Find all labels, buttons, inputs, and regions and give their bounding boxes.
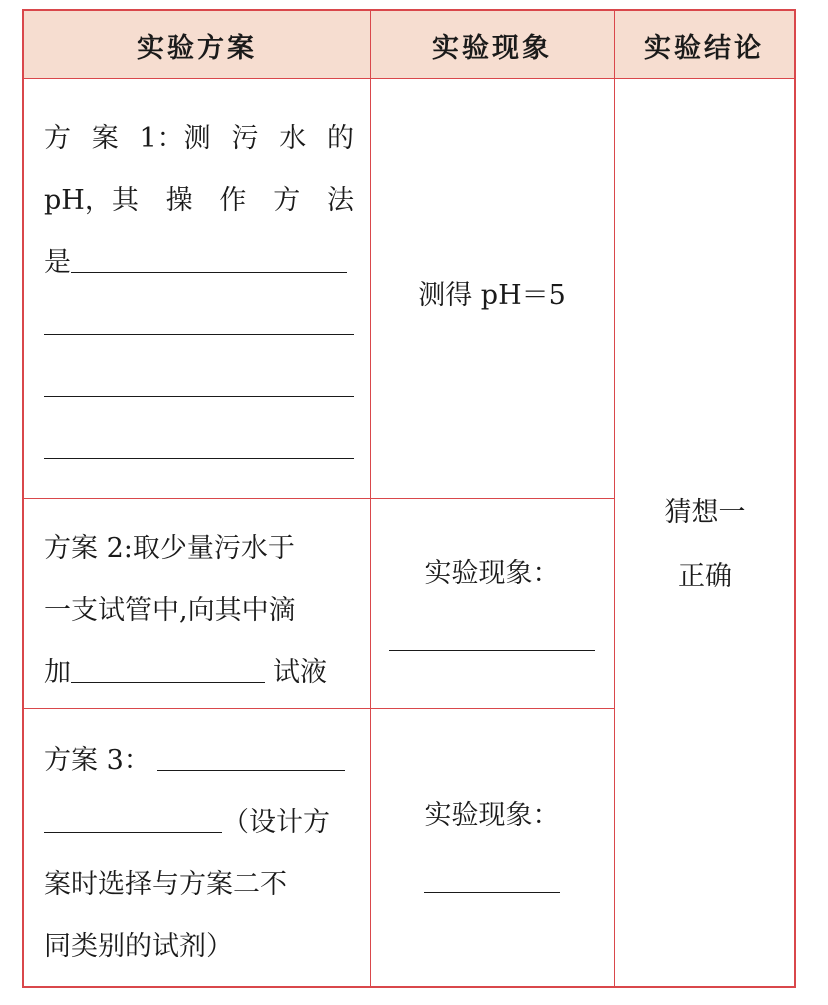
plan1-line1: 方 案 1：测 污 水 的 xyxy=(44,122,354,154)
row-divider xyxy=(24,708,614,709)
plan1-line2: pH，其 操 作 方 法 xyxy=(44,184,354,216)
plan1-cell xyxy=(44,104,354,476)
plan2-line3: 加 试液 xyxy=(44,656,327,688)
answer-blank[interactable] xyxy=(44,806,222,833)
plan3-cell xyxy=(44,726,364,974)
answer-blank[interactable] xyxy=(44,308,354,335)
experiment-table xyxy=(22,9,796,988)
header-conclusion: 实验结论 xyxy=(644,32,764,64)
answer-blank[interactable] xyxy=(157,744,345,771)
plan3-observation xyxy=(370,793,614,893)
plan2-observation-label: 实验现象： xyxy=(424,558,560,589)
plan1-line6 xyxy=(44,414,354,476)
plan3-line2: （设计方 xyxy=(44,788,364,850)
plan1-line3: 是 xyxy=(44,228,354,290)
plan1-line5 xyxy=(44,352,354,414)
plan2-cell xyxy=(44,514,364,700)
conclusion-cell xyxy=(614,481,796,609)
observation-blank[interactable] xyxy=(424,866,560,893)
header-plan: 实验方案 xyxy=(137,32,257,64)
row-divider xyxy=(24,498,614,499)
plan2-observation xyxy=(370,551,614,651)
plan3-line4: 同类别的试剂） xyxy=(44,930,233,962)
plan1-line4 xyxy=(44,290,354,352)
plan3-line1: 方案 3： xyxy=(44,726,364,788)
answer-blank[interactable] xyxy=(71,246,347,273)
conclusion-line1: 猜想一 xyxy=(664,497,746,528)
conclusion-line2: 正确 xyxy=(678,561,732,592)
observation-blank[interactable] xyxy=(389,624,595,651)
plan3-line3: 案时选择与方案二不 xyxy=(44,868,287,900)
header-observation: 实验现象 xyxy=(432,32,552,64)
answer-blank[interactable] xyxy=(44,370,354,397)
plan2-line2: 一支试管中,向其中滴 xyxy=(44,594,296,626)
plan1-observation: 测得 pH＝5 xyxy=(418,280,566,311)
reagent-blank[interactable] xyxy=(71,656,265,683)
table-header xyxy=(24,11,794,79)
answer-blank[interactable] xyxy=(44,432,354,459)
plan3-observation-label: 实验现象： xyxy=(424,800,560,831)
plan2-line1: 方案 2:取少量污水于 xyxy=(44,532,295,564)
